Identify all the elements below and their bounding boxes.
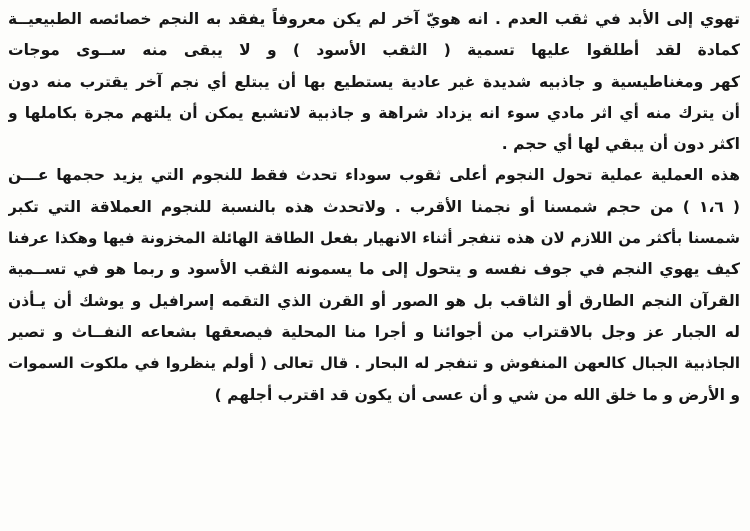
text-line-11: له الجبار عز وجل بالاقتراب من أجوائنا و أجرا منا المحلية فيصعقها بشعاعه النفــاث و تصير — [8, 322, 740, 341]
text-line-1: تهوي إلى الأبد في ثقب العدم . انه هويّ آخر لم يكن معروفاً يفقد به النجم خصائصه الطبيعيــة — [8, 10, 740, 28]
text-line-5: اكثر دون أن يبقي لها أي حجم . — [501, 135, 740, 154]
text-line-6: هذه العملية عملية تحول النجوم أعلى ثقوب سوداء تحدث فقط للنجوم التي يزيد حجمها عـــن — [8, 166, 740, 185]
text-line-3: كهر ومغناطيسية و جاذبيه شديدة غير عادية يستطيع بها أن يبتلع أي نجم آخر يقترب منه دون — [8, 72, 740, 91]
text-line-12: الجاذبية الجبال كالعهن المنفوش و تنفجر له البحار . قال تعالى ( أولم ينظروا في ملكوت السموات — [8, 354, 740, 373]
text-line-2: كمادة لقد أطلقوا عليها تسمية ( الثقب الأسود ) و لا يبقى منه ســوى موجات — [8, 41, 740, 60]
arabic-text-body — [8, 4, 740, 411]
text-line-13: و الأرض و ما خلق الله من شي و أن عسى أن يكون قد اقترب أجلهم ) — [214, 385, 740, 404]
text-line-7: ( ١،٦ ) من حجم شمسنا أو نجمنا الأقرب . ولاتحدث هذه بالنسبة للنجوم العملاقة التي تكبر — [8, 197, 740, 216]
text-line-4: أن يترك منه أي اثر مادي سوء انه يزداد شراهة و جاذبية لاتشبع يمكن أن يلتهم مجرة بكاملها و — [8, 103, 740, 122]
text-line-8: شمسنا بأكثر من اللازم لان هذه تنفجر أثناء الانهيار بفعل الطاقة الهائلة المخزونة فيها وهكذا عرفنا — [8, 229, 740, 248]
text-line-10: القرآن النجم الطارق أو الثاقب بل هو الصور أو القرن الذي التقمه إسرافيل و يوشك أن يـأذن — [8, 291, 740, 310]
text-line-9: كيف يهوي النجم في جوف نفسه و يتحول إلى ما يسمونه الثقب الأسود و ربما هو في تســمية — [8, 260, 740, 279]
